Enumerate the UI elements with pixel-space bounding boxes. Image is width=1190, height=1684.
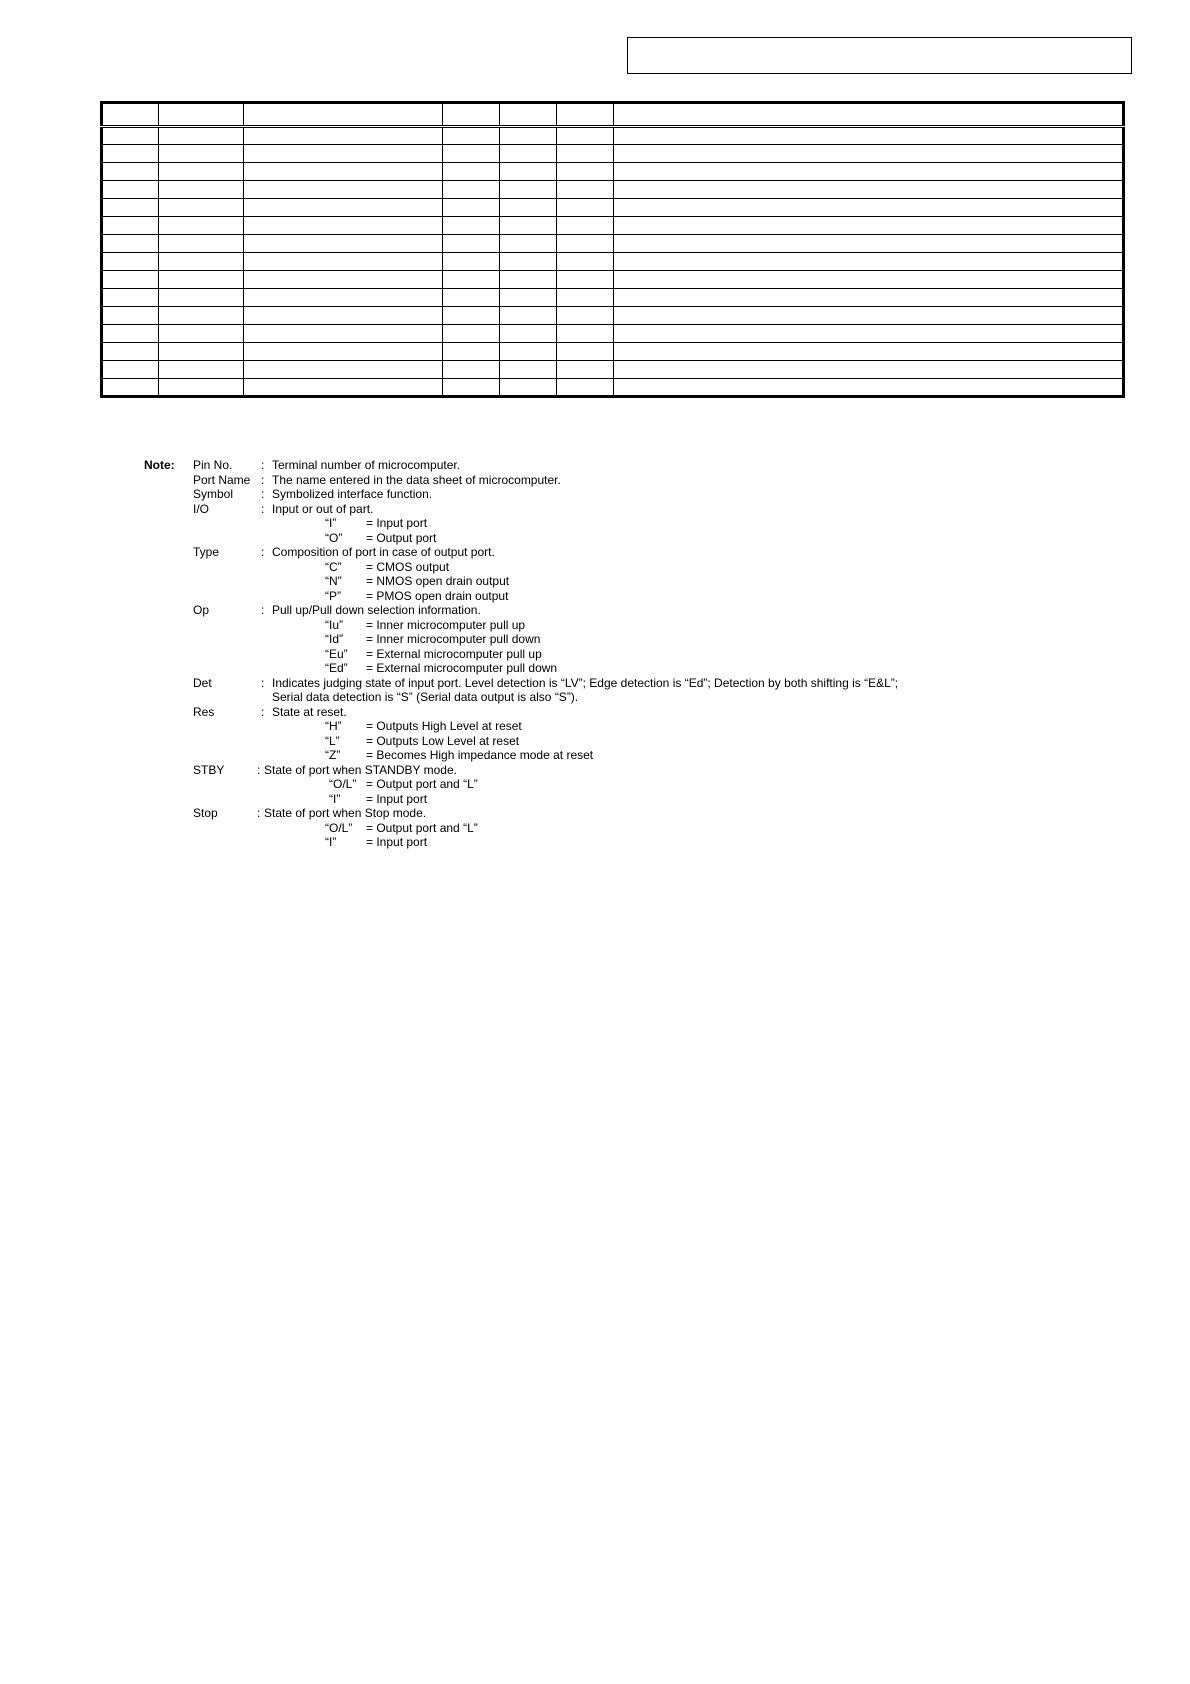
note-code: “N” <box>325 574 342 588</box>
note-code: “I” <box>325 835 337 849</box>
table-cell <box>244 307 443 325</box>
note-term: STBY <box>193 762 225 777</box>
note-text: The name entered in the data sheet of microcomputer. <box>272 472 561 487</box>
table-cell <box>102 361 159 379</box>
table-cell <box>443 325 500 343</box>
note-row <box>144 487 1044 502</box>
note-row <box>144 792 1044 807</box>
table-cell <box>500 235 557 253</box>
table-cell <box>557 271 614 289</box>
table-cell <box>102 235 159 253</box>
note-colon: : <box>261 675 265 690</box>
table-cell <box>443 361 500 379</box>
note-code: “Z” <box>325 748 341 762</box>
note-code-desc: = Becomes High impedance mode at reset <box>366 748 594 762</box>
table-cell <box>614 307 1124 325</box>
note-code: “Iu” <box>325 617 343 632</box>
note-text: State of port when Stop mode. <box>264 806 427 820</box>
note-colon: : <box>257 762 261 777</box>
table-cell <box>102 325 159 343</box>
table-cell <box>500 325 557 343</box>
table-row <box>102 235 1124 253</box>
table-cell <box>443 343 500 361</box>
note-row <box>144 574 1044 589</box>
table-cell <box>500 361 557 379</box>
table-cell <box>244 235 443 253</box>
table-cell <box>244 145 443 163</box>
table-cell <box>159 217 244 235</box>
table-cell <box>159 103 244 127</box>
table-cell <box>557 145 614 163</box>
table-cell <box>500 289 557 307</box>
table-cell <box>443 289 500 307</box>
table-row <box>102 379 1124 397</box>
note-code: “L” <box>325 733 340 748</box>
note-row <box>144 502 1044 517</box>
table-cell <box>443 379 500 397</box>
note-colon: : <box>261 603 265 617</box>
table-cell <box>500 163 557 181</box>
table-cell <box>102 379 159 397</box>
table-cell <box>244 127 443 145</box>
table-cell <box>159 307 244 325</box>
note-code: “O/L” <box>325 820 353 835</box>
note-row <box>144 560 1044 575</box>
note-row <box>144 734 1044 749</box>
table-cell <box>614 181 1124 199</box>
table-cell <box>557 307 614 325</box>
note-code-desc: = Input port <box>366 835 428 849</box>
table-cell <box>102 307 159 325</box>
note-row <box>144 632 1044 647</box>
note-colon: : <box>261 704 265 719</box>
table-cell <box>443 181 500 199</box>
note-row <box>144 705 1044 720</box>
table-cell <box>557 181 614 199</box>
table-cell <box>500 271 557 289</box>
note-row <box>144 603 1044 618</box>
note-label: Note: <box>144 458 175 472</box>
table-cell <box>614 145 1124 163</box>
note-colon: : <box>261 472 265 487</box>
note-term: Op <box>193 603 210 617</box>
table-cell <box>500 343 557 361</box>
note-code: “P” <box>325 588 341 603</box>
table-cell <box>443 199 500 217</box>
table-cell <box>500 181 557 199</box>
note-code-desc: = CMOS output <box>366 559 450 574</box>
table-cell <box>159 235 244 253</box>
note-code-desc: = PMOS open drain output <box>366 588 509 603</box>
note-row <box>144 777 1044 792</box>
note-term: I/O <box>193 501 210 516</box>
table-row <box>102 343 1124 361</box>
table-cell <box>614 235 1124 253</box>
note-code-desc: = Inner microcomputer pull up <box>366 617 526 632</box>
note-term: Stop <box>193 806 218 820</box>
table-cell <box>614 379 1124 397</box>
note-row <box>144 821 1044 836</box>
table-cell <box>443 271 500 289</box>
table-cell <box>443 217 500 235</box>
note-colon: : <box>257 806 261 820</box>
table-cell <box>557 103 614 127</box>
note-code: “Ed” <box>325 661 348 675</box>
table-cell <box>500 217 557 235</box>
note-term: Symbol <box>193 487 234 501</box>
table-cell <box>614 271 1124 289</box>
table-cell <box>102 163 159 181</box>
note-row <box>144 806 1044 821</box>
note-code-desc: = Output port <box>366 530 437 545</box>
note-code-desc: = Outputs High Level at reset <box>366 719 522 733</box>
note-term: Pin No. <box>193 458 233 472</box>
table-cell <box>614 289 1124 307</box>
table-cell <box>159 181 244 199</box>
table-cell <box>159 325 244 343</box>
note-row <box>144 647 1044 662</box>
table-cell <box>614 361 1124 379</box>
table-cell <box>244 361 443 379</box>
note-text: Input or out of part. <box>272 501 374 516</box>
note-row <box>144 545 1044 560</box>
table-cell <box>614 253 1124 271</box>
note-row <box>144 618 1044 633</box>
table-cell <box>102 199 159 217</box>
table-cell <box>159 379 244 397</box>
note-code: “I” <box>329 791 341 806</box>
table-cell <box>557 127 614 145</box>
table-cell <box>443 163 500 181</box>
note-row <box>144 690 1044 705</box>
table-cell <box>500 127 557 145</box>
table-cell <box>614 163 1124 181</box>
note-code: “H” <box>325 719 342 733</box>
table-cell <box>244 343 443 361</box>
note-code-desc: = NMOS open drain output <box>366 574 510 588</box>
note-text: State at reset. <box>272 704 347 719</box>
table-cell <box>614 127 1124 145</box>
table-cell <box>443 103 500 127</box>
note-row <box>144 748 1044 763</box>
note-code-desc: = Input port <box>366 516 428 530</box>
table-cell <box>102 127 159 145</box>
table-cell <box>159 163 244 181</box>
note-term: Port Name <box>193 472 251 487</box>
note-code-desc: = Outputs Low Level at reset <box>366 733 520 748</box>
table-cell <box>159 361 244 379</box>
table-cell <box>500 379 557 397</box>
table-cell <box>159 145 244 163</box>
table-cell <box>557 235 614 253</box>
note-text: Terminal number of microcomputer. <box>272 458 461 472</box>
notes-legend <box>144 458 1044 850</box>
note-text: State of port when STANDBY mode. <box>264 762 457 777</box>
note-term: Type <box>193 545 220 559</box>
note-code-desc: = Input port <box>366 791 428 806</box>
table-cell <box>557 379 614 397</box>
table-row <box>102 145 1124 163</box>
table-cell <box>244 163 443 181</box>
table-cell <box>443 235 500 253</box>
table-cell <box>557 217 614 235</box>
note-row <box>144 589 1044 604</box>
table-cell <box>557 361 614 379</box>
table-cell <box>159 253 244 271</box>
table-cell <box>102 271 159 289</box>
table-cell <box>557 343 614 361</box>
table-cell <box>102 253 159 271</box>
table-cell <box>159 199 244 217</box>
table-cell <box>244 325 443 343</box>
table-header-row <box>102 103 1124 127</box>
table-cell <box>102 181 159 199</box>
note-code: “Id” <box>325 632 343 646</box>
note-text: Pull up/Pull down selection information. <box>272 603 481 617</box>
table-cell <box>102 103 159 127</box>
table-cell <box>500 307 557 325</box>
note-code: “I” <box>325 516 337 530</box>
note-text: Composition of port in case of output port. <box>272 545 495 559</box>
note-text: Symbolized interface function. <box>272 487 433 501</box>
table-cell <box>557 253 614 271</box>
table-cell <box>159 271 244 289</box>
note-row <box>144 473 1044 488</box>
note-code-desc: = Inner microcomputer pull down <box>366 632 541 646</box>
note-text: Indicates judging state of input port. Level detection is “LV”; Edge detection is “Ed”; Detection by both shifting is “E&L”; <box>272 675 899 690</box>
table-cell <box>159 343 244 361</box>
table-cell <box>244 253 443 271</box>
note-continuation: Serial data detection is “S” (Serial data output is also “S”). <box>272 690 579 704</box>
table-cell <box>557 163 614 181</box>
note-row <box>144 458 1044 473</box>
note-term: Res <box>193 704 215 719</box>
note-colon: : <box>261 545 265 559</box>
table-cell <box>557 199 614 217</box>
note-row <box>144 516 1044 531</box>
note-code-desc: = External microcomputer pull up <box>366 646 542 661</box>
note-code: “C” <box>325 559 342 574</box>
table-row <box>102 325 1124 343</box>
table-row <box>102 271 1124 289</box>
table-cell <box>500 145 557 163</box>
table-cell <box>244 289 443 307</box>
table-cell <box>614 325 1124 343</box>
note-code: “Eu” <box>325 646 348 661</box>
table-cell <box>500 103 557 127</box>
table-cell <box>500 253 557 271</box>
table-cell <box>244 379 443 397</box>
table-row <box>102 127 1124 145</box>
table-row <box>102 199 1124 217</box>
table-cell <box>443 307 500 325</box>
document-number-box <box>627 37 1132 74</box>
table-cell <box>102 289 159 307</box>
note-code: “O/L” <box>329 777 357 791</box>
note-row <box>144 835 1044 850</box>
table-cell <box>244 217 443 235</box>
table-cell <box>159 289 244 307</box>
table-cell <box>614 343 1124 361</box>
table-cell <box>443 127 500 145</box>
note-code: “O” <box>325 530 343 545</box>
table-cell <box>244 199 443 217</box>
table-cell <box>102 343 159 361</box>
table-cell <box>614 199 1124 217</box>
note-row <box>144 661 1044 676</box>
note-colon: : <box>261 458 265 472</box>
table-row <box>102 253 1124 271</box>
table-cell <box>614 103 1124 127</box>
note-row <box>144 763 1044 778</box>
note-row <box>144 531 1044 546</box>
table-cell <box>102 145 159 163</box>
table-cell <box>443 253 500 271</box>
note-colon: : <box>261 487 265 501</box>
table-cell <box>159 127 244 145</box>
table-cell <box>443 145 500 163</box>
table-cell <box>244 181 443 199</box>
note-colon: : <box>261 501 265 516</box>
note-code-desc: = Output port and “L” <box>366 820 478 835</box>
table-row <box>102 361 1124 379</box>
table-cell <box>557 289 614 307</box>
note-term: Det <box>193 675 212 690</box>
note-row <box>144 719 1044 734</box>
note-code-desc: = Output port and “L” <box>366 777 478 791</box>
table-row <box>102 307 1124 325</box>
pin-table <box>100 101 1125 398</box>
table-row <box>102 217 1124 235</box>
table-cell <box>500 199 557 217</box>
table-cell <box>244 271 443 289</box>
table-row <box>102 181 1124 199</box>
table-cell <box>102 217 159 235</box>
table-cell <box>614 217 1124 235</box>
table-row <box>102 289 1124 307</box>
table-row <box>102 163 1124 181</box>
table-cell <box>557 325 614 343</box>
note-code-desc: = External microcomputer pull down <box>366 661 558 675</box>
note-row <box>144 676 1044 691</box>
table-cell <box>244 103 443 127</box>
